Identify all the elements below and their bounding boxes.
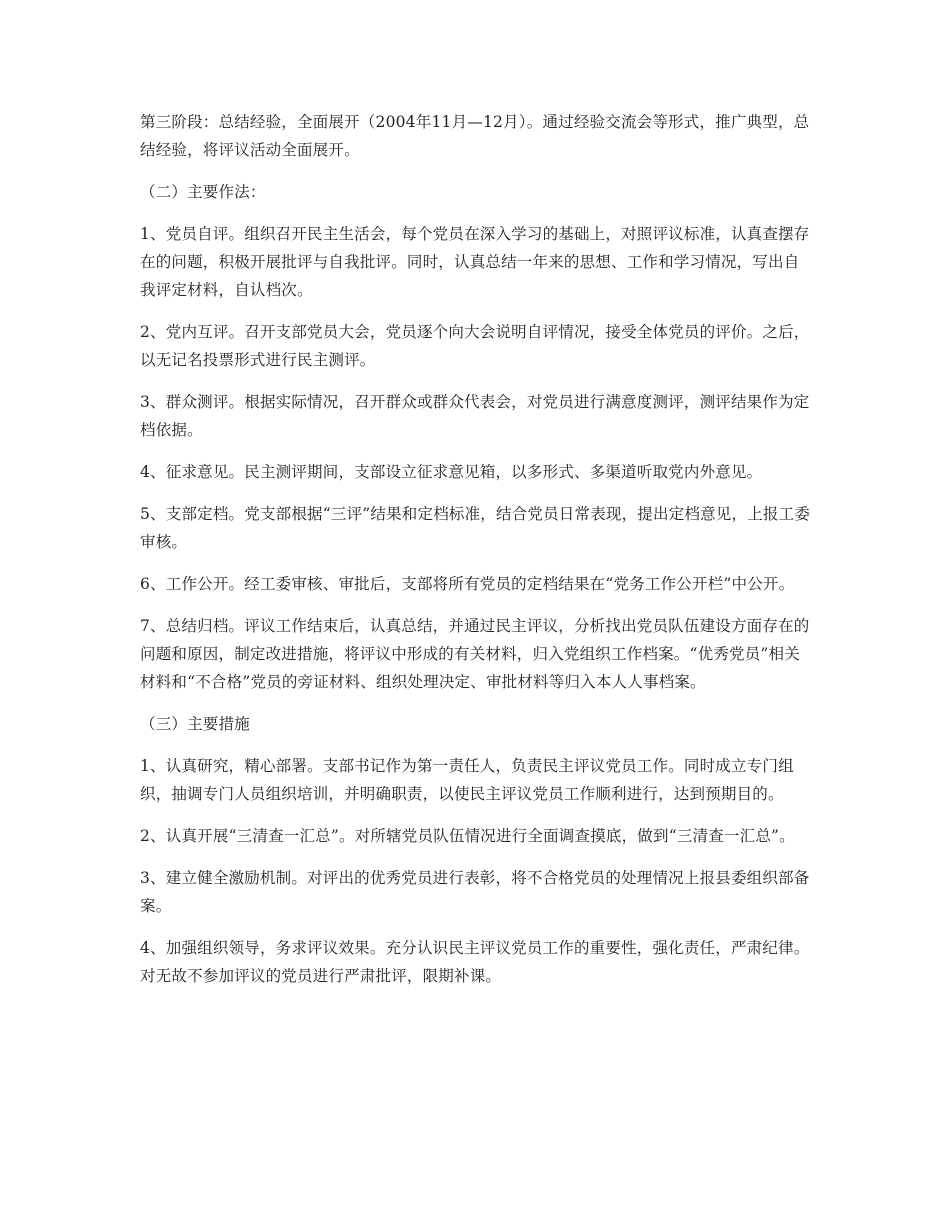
measure-item-1: 1、认真研究，精心部署。支部书记作为第一责任人，负责民主评议党员工作。同时成立专门组织，抽调专门人员组织培训，并明确职责，以使民主评议党员工作顺利进行，达到预期目的。 xyxy=(140,757,794,803)
stage-three-paragraph: 第三阶段：总结经验，全面展开（2004年11月—12月）。通过经验交流会等形式，推广典型，总结经验，将评议活动全面展开。 xyxy=(140,113,810,159)
method-item-3: 3、群众测评。根据实际情况，召开群众或群众代表会，对党员进行满意度测评，测评结果作为定档依据。 xyxy=(140,393,810,439)
measure-item-4: 4、加强组织领导，务求评议效果。充分认识民主评议党员工作的重要性，强化责任，严肃纪律。对无故不参加评议的党员进行严肃批评，限期补课。 xyxy=(140,939,810,985)
section-heading-main-methods: （二）主要作法： xyxy=(140,183,266,201)
method-item-5: 5、支部定档。党支部根据“三评”结果和定档标准，结合党员日常表现，提出定档意见，上报工委审核。 xyxy=(140,505,811,551)
method-item-7: 7、总结归档。评议工作结束后，认真总结，并通过民主评议，分析找出党员队伍建设方面存在的问题和原因，制定改进措施，将评议中形成的有关材料，归入党组织工作档案。“优秀党员”相关材料和“不合格”党员的旁证材料、组织处理决定、审批材料等归入本人人事档案。 xyxy=(140,617,810,691)
measure-item-2: 2、认真开展“三清查一汇总”。对所辖党员队伍情况进行全面调查摸底，做到“三清查一汇总”。 xyxy=(140,827,795,845)
method-item-4: 4、征求意见。民主测评期间，支部设立征求意见箱，以多形式、多渠道听取党内外意见。 xyxy=(140,463,763,481)
measure-item-3: 3、建立健全激励机制。对评出的优秀党员进行表彰，将不合格党员的处理情况上报县委组织部备案。 xyxy=(140,869,810,915)
method-item-6: 6、工作公开。经工委审核、审批后，支部将所有党员的定档结果在“党务工作公开栏”中公开。 xyxy=(140,575,795,593)
method-item-2: 2、党内互评。召开支部党员大会，党员逐个向大会说明自评情况，接受全体党员的评价。之后，以无记名投票形式进行民主测评。 xyxy=(140,323,810,369)
method-item-1: 1、党员自评。组织召开民主生活会，每个党员在深入学习的基础上，对照评议标准，认真查摆存在的问题，积极开展批评与自我批评。同时，认真总结一年来的思想、工作和学习情况，写出自我评定材料，自认档次。 xyxy=(140,225,810,299)
section-heading-main-measures: （三）主要措施 xyxy=(140,715,250,733)
document-page xyxy=(140,108,810,1004)
